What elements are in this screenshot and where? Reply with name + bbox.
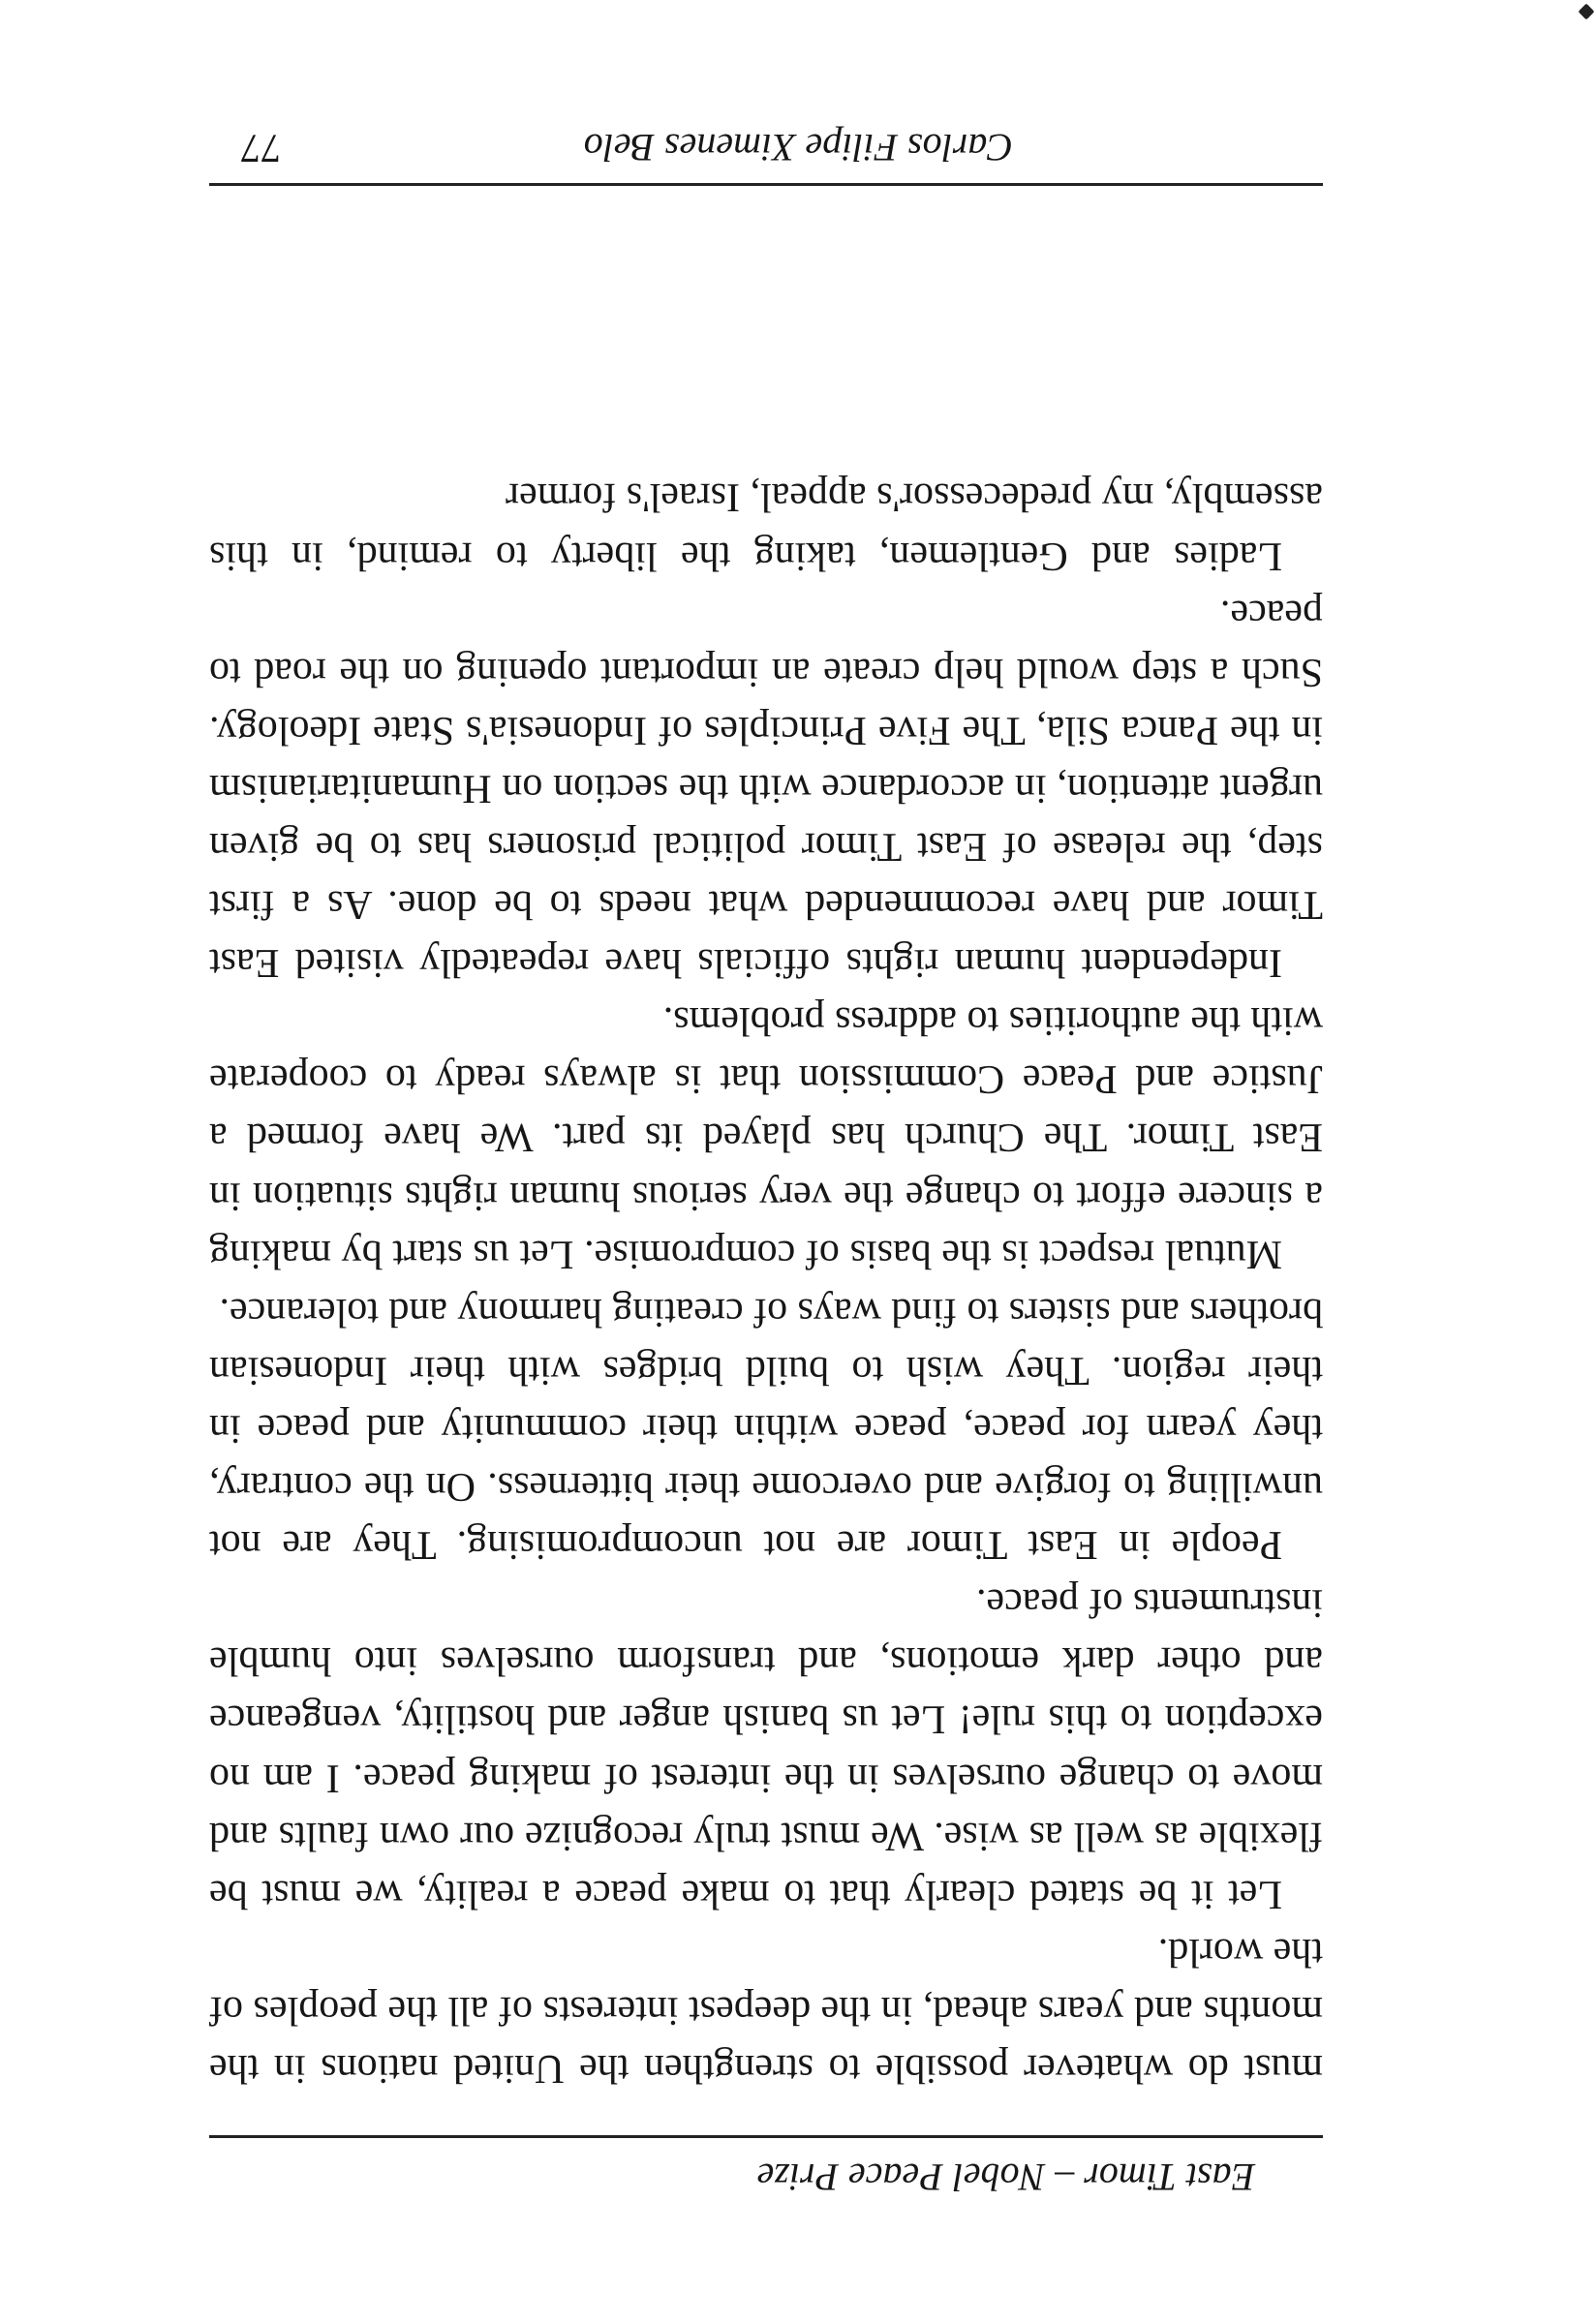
paragraph: Ladies and Gentlemen, taking the liberty to remind, in this assembly, my predecessor's appeal, Israel's former bbox=[209, 474, 1323, 578]
running-head-author: Carlos Filipe Ximenes Belo bbox=[583, 126, 1013, 169]
running-head-bottom bbox=[209, 118, 1323, 176]
paragraph: Independent human rights officials have repeatedly visited East Timor and have recommended what needs to be done. As a first step, the release of East Timor political prisoners has to be given urgent attention, in accordance with the section on Humanitarianism in the Panca Sila, The Five Principles of Indonesia's State Ideology. Such a step would help create an important opening on the road to peace. bbox=[209, 591, 1323, 986]
body-text bbox=[209, 468, 1323, 2097]
header-rule bbox=[209, 2135, 1323, 2138]
paragraph: Mutual respect is the basis of compromise. Let us start by making a sincere effort to change the very serious human rights situation in East Timor. The Church has played its part. We have formed a Justice and Peace Commission that is always ready to cooperate with the authorities to address problems. bbox=[209, 998, 1323, 1276]
running-head-top bbox=[209, 2148, 1323, 2206]
paragraph: Let it be stated clearly that to make peace a reality, we must be flexible as well as wise. We must truly recognize our own faults and move to change ourselves in the interest of making peace. I am no exception to this rule! Let us banish anger and hostility, vengeance and other dark emotions, and transform ourselves into humble instruments of peace. bbox=[209, 1580, 1323, 1916]
scan-speck bbox=[1579, 4, 1595, 20]
page-number: 77 bbox=[240, 125, 281, 169]
paragraph: must do whatever possible to strengthen the United nations in the months and years ahead, in the deepest interests of all the peoples of the world. bbox=[209, 1929, 1323, 2091]
footer-rule bbox=[209, 183, 1323, 186]
running-head-book-title: East Timor – Nobel Peace Prize bbox=[756, 2156, 1255, 2199]
paragraph: People in East Timor are not uncompromising. They are not unwilling to forgive and overcome their bitterness. On the contrary, they yearn for peace, peace within their community and peace in their region. They wish to build bridges with their Indonesian brothers and sisters to find ways of creating harmony and tolerance. bbox=[209, 1289, 1323, 1568]
